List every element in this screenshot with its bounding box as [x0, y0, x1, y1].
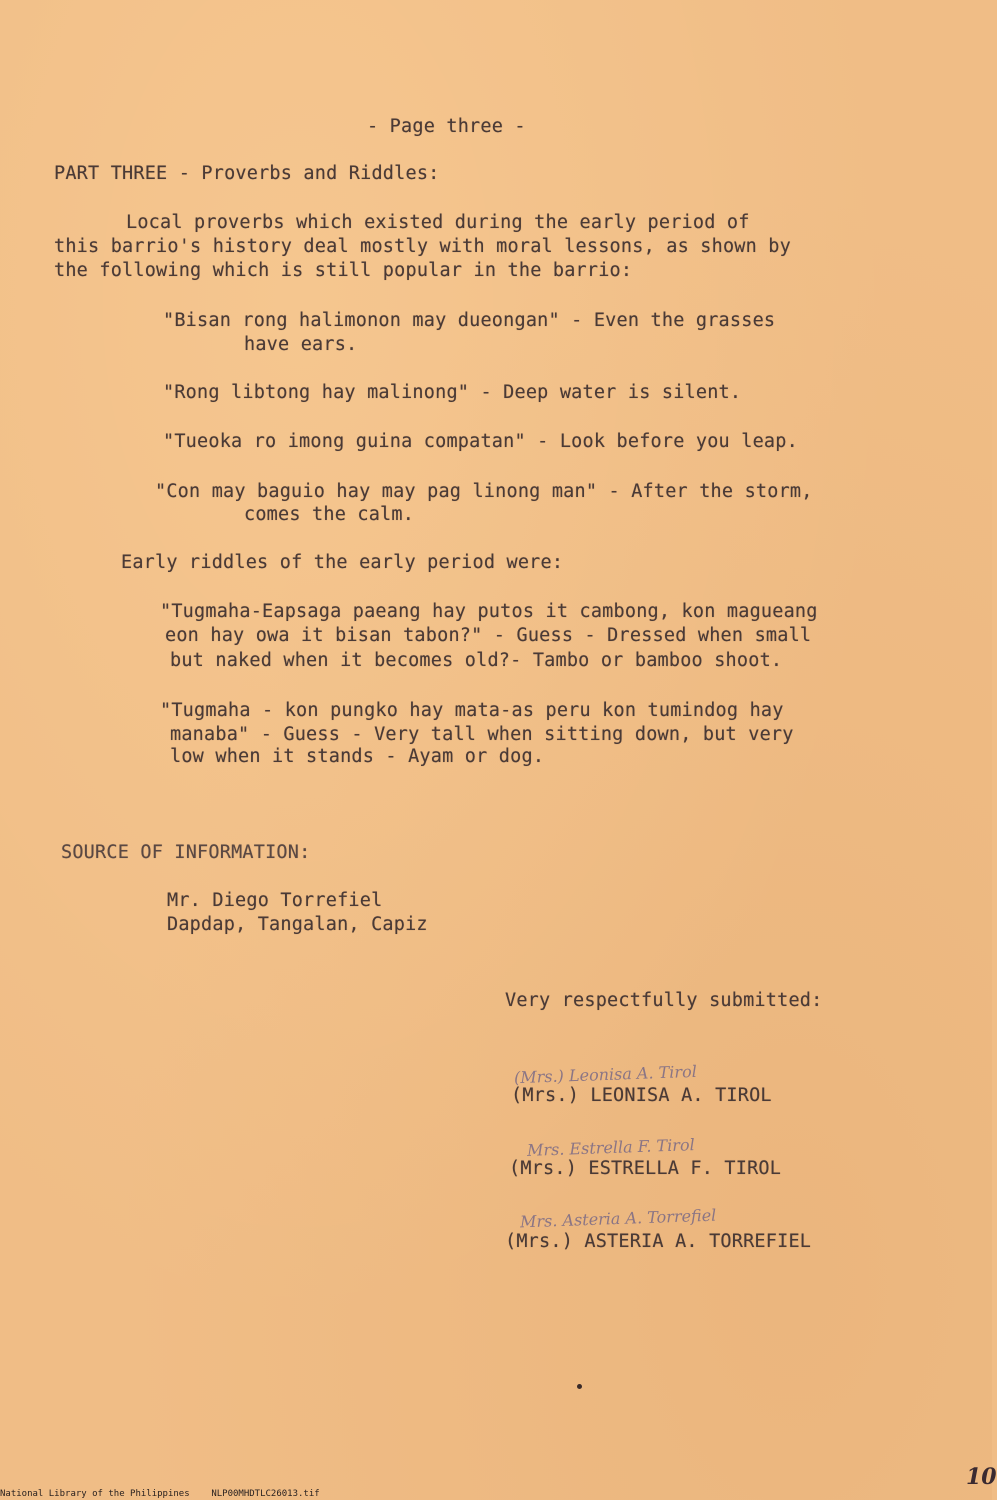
section-title: PART THREE - Proverbs and Riddles: — [54, 163, 440, 184]
riddle-2-line-1: "Tugmaha - kon pungko hay mata-as peru kon tumindog hay — [160, 700, 784, 721]
signature-2: Mrs. Estrella F. Tirol — [526, 1135, 695, 1160]
page-header: - Page three - — [367, 116, 526, 137]
archive-footer: National Library of the Philippines NLP00MHDTLC26013.tif — [0, 1489, 320, 1499]
proverb-4-line-1: "Con may baguio hay may pag linong man" - After the storm, — [155, 481, 813, 502]
intro-line-3: the following which is still popular in the barrio: — [54, 260, 633, 281]
riddle-1-line-2: eon hay owa it bisan tabon?" - Guess - Dressed when small — [165, 625, 812, 646]
signatory-1: (Mrs.) LEONISA A. TIROL — [511, 1085, 772, 1106]
signatory-3: (Mrs.) ASTERIA A. TORREFIEL — [505, 1231, 812, 1252]
proverb-1-line-2: have ears. — [244, 334, 358, 355]
proverb-4-line-2: comes the calm. — [244, 504, 415, 525]
signature-3: Mrs. Asteria A. Torrefiel — [519, 1205, 717, 1232]
intro-line-2: this barrio's history deal mostly with moral lessons, as shown by — [54, 236, 791, 257]
proverb-3: "Tueoka ro imong guina compatan" - Look before you leap. — [163, 431, 798, 452]
closing-line: Very respectfully submitted: — [505, 990, 823, 1011]
intro-line-1: Local proverbs which existed during the early period of — [126, 212, 750, 233]
source-line-1: Mr. Diego Torrefiel — [167, 890, 383, 911]
signature-1: (Mrs.) Leonisa A. Tirol — [513, 1061, 698, 1088]
riddle-2-line-3: low when it stands - Ayam or dog. — [170, 746, 545, 767]
proverb-2: "Rong libtong hay malinong" - Deep water is silent. — [163, 382, 742, 403]
riddle-2-line-2: manaba" - Guess - Very tall when sitting down, but very — [170, 724, 794, 745]
source-line-2: Dapdap, Tangalan, Capiz — [167, 914, 428, 935]
riddle-1-line-1: "Tugmaha-Eapsaga paeang hay putos it cambong, kon magueang — [160, 601, 818, 622]
source-title: SOURCE OF INFORMATION: — [61, 842, 311, 863]
riddles-intro: Early riddles of the early period were: — [121, 552, 564, 573]
ink-mark — [577, 1384, 582, 1389]
proverb-1-line-1: "Bisan rong halimonon may dueongan" - Even the grasses — [163, 310, 776, 331]
page-number: 10 — [966, 1464, 997, 1490]
signatory-2: (Mrs.) ESTRELLA F. TIROL — [509, 1158, 782, 1179]
riddle-1-line-3: but naked when it becomes old?- Tambo or bamboo shoot. — [170, 650, 783, 671]
